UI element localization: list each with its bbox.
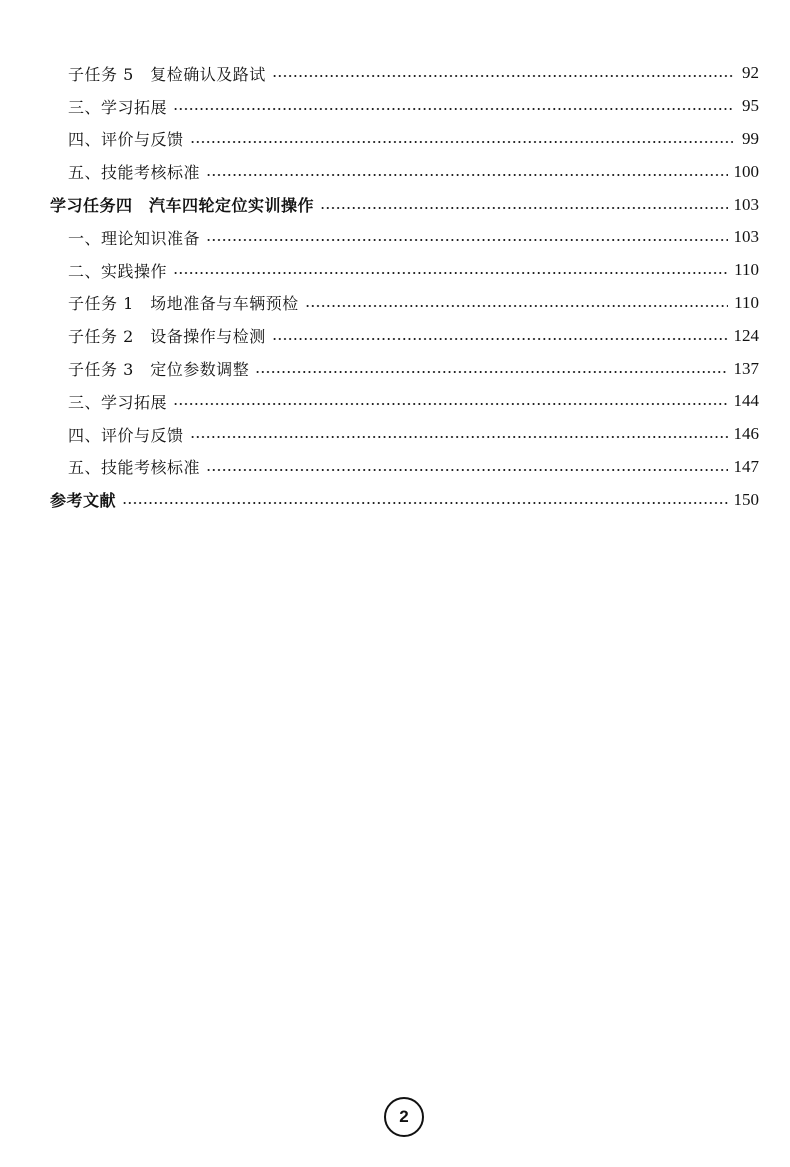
dot-leader [173, 271, 728, 275]
toc-entry-title: 一、理论知识准备 [68, 228, 201, 248]
toc-entry-title: 四、评价与反馈 [68, 130, 184, 150]
toc-entry-page: 95 [742, 96, 759, 116]
dot-leader [173, 402, 727, 406]
dot-leader [173, 107, 733, 111]
toc-entry-page: 110 [734, 260, 759, 280]
toc-entry[interactable] [0, 221, 790, 254]
toc-entry-title: 五、技能考核标准 [68, 163, 201, 183]
dot-leader [272, 74, 733, 78]
toc-entry[interactable] [0, 319, 790, 352]
toc-entry-title: 参考文献 [50, 491, 117, 511]
toc-chapter-entry[interactable] [0, 188, 790, 221]
toc-entry[interactable] [0, 418, 790, 451]
toc-entry[interactable] [0, 385, 790, 418]
toc-entry[interactable] [0, 254, 790, 287]
dot-leader [206, 238, 727, 242]
toc-entry-page: 100 [733, 161, 759, 181]
toc-entry-page: 103 [733, 194, 759, 214]
toc-entry-page: 144 [733, 391, 759, 411]
dot-leader [122, 501, 727, 505]
toc-entry-title: 二、实践操作 [68, 261, 168, 281]
toc-entry[interactable] [0, 352, 790, 385]
toc-entry-page: 146 [733, 424, 759, 444]
toc-entry-title: 四、评价与反馈 [68, 425, 184, 445]
toc-entry-page: 99 [742, 128, 759, 148]
toc-entry[interactable] [0, 57, 790, 90]
page-number: 2 [399, 1107, 409, 1126]
dot-leader [305, 304, 728, 308]
toc-entry-title: 子任务 1 场地准备与车辆预检 [68, 294, 299, 314]
dot-leader [190, 435, 728, 439]
toc-entry-page: 147 [733, 456, 759, 476]
toc-entry-page: 92 [742, 63, 759, 83]
toc-entry-page: 124 [733, 325, 759, 345]
dot-leader [255, 370, 727, 374]
toc-entry-page: 110 [734, 292, 759, 312]
dot-leader [272, 337, 728, 341]
toc-entry-title: 五、技能考核标准 [68, 458, 201, 478]
dot-leader [190, 140, 733, 144]
page-number-badge [384, 1097, 424, 1137]
toc-chapter-entry[interactable] [0, 483, 790, 516]
toc-entry-page: 150 [733, 489, 759, 509]
toc-entry-page: 103 [733, 227, 759, 247]
toc-entry-title: 三、学习拓展 [68, 97, 168, 117]
dot-leader [206, 173, 727, 177]
toc-entry-title: 学习任务四 汽车四轮定位实训操作 [50, 196, 315, 216]
toc-entry[interactable] [0, 451, 790, 484]
toc-entry-title: 三、学习拓展 [68, 392, 168, 412]
toc-entry[interactable] [0, 123, 790, 156]
dot-leader [206, 468, 727, 472]
table-of-contents [0, 57, 790, 516]
toc-entry-title: 子任务 3 定位参数调整 [68, 360, 250, 380]
toc-entry-title: 子任务 5 复检确认及路试 [68, 64, 266, 84]
toc-entry-page: 137 [733, 358, 759, 378]
toc-entry[interactable] [0, 287, 790, 320]
toc-entry[interactable] [0, 90, 790, 123]
toc-entry[interactable] [0, 155, 790, 188]
dot-leader [320, 206, 727, 210]
toc-entry-title: 子任务 2 设备操作与检测 [68, 327, 266, 347]
